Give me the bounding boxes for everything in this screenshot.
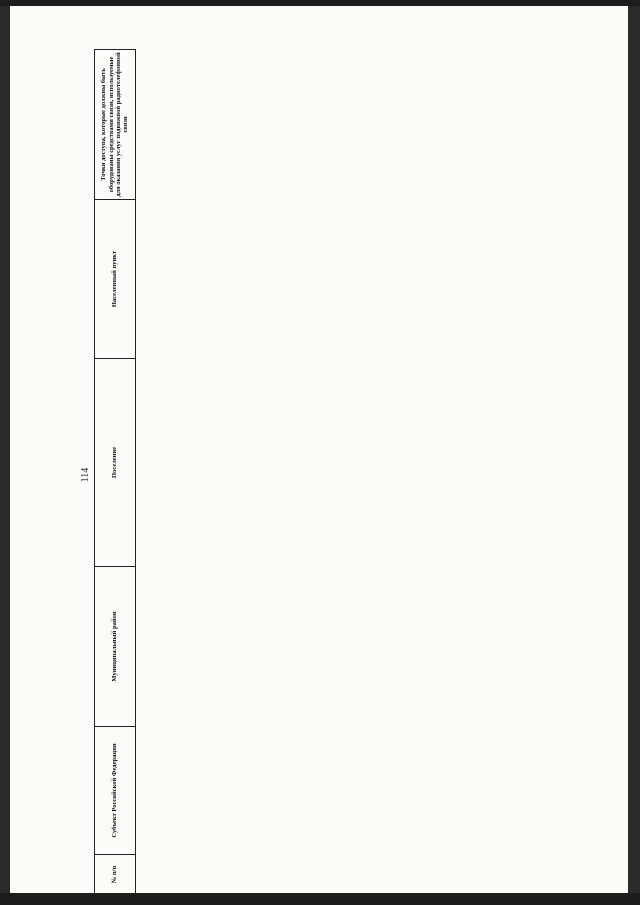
header-subject: Субъект Российской Федерации [95, 727, 136, 855]
header-district: Муниципальный район [95, 567, 136, 727]
header-access-point: Точки доступа, которые должны быть оборудованы средствами связи, используемые для оказания услуг подвижной радиотелефонной связи [95, 50, 136, 200]
header-settlement: Поселение [95, 359, 136, 567]
header-number: № п/п [95, 855, 136, 895]
document-page [10, 0, 628, 905]
rotated-table-page [80, 50, 580, 895]
page-number: 114 [80, 467, 91, 483]
header-locality: Населенный пункт [95, 200, 136, 359]
scan-edge-top [0, 0, 640, 6]
settlements-table [94, 49, 136, 895]
scan-edge-bottom [0, 893, 640, 905]
table-header-row [95, 50, 136, 895]
